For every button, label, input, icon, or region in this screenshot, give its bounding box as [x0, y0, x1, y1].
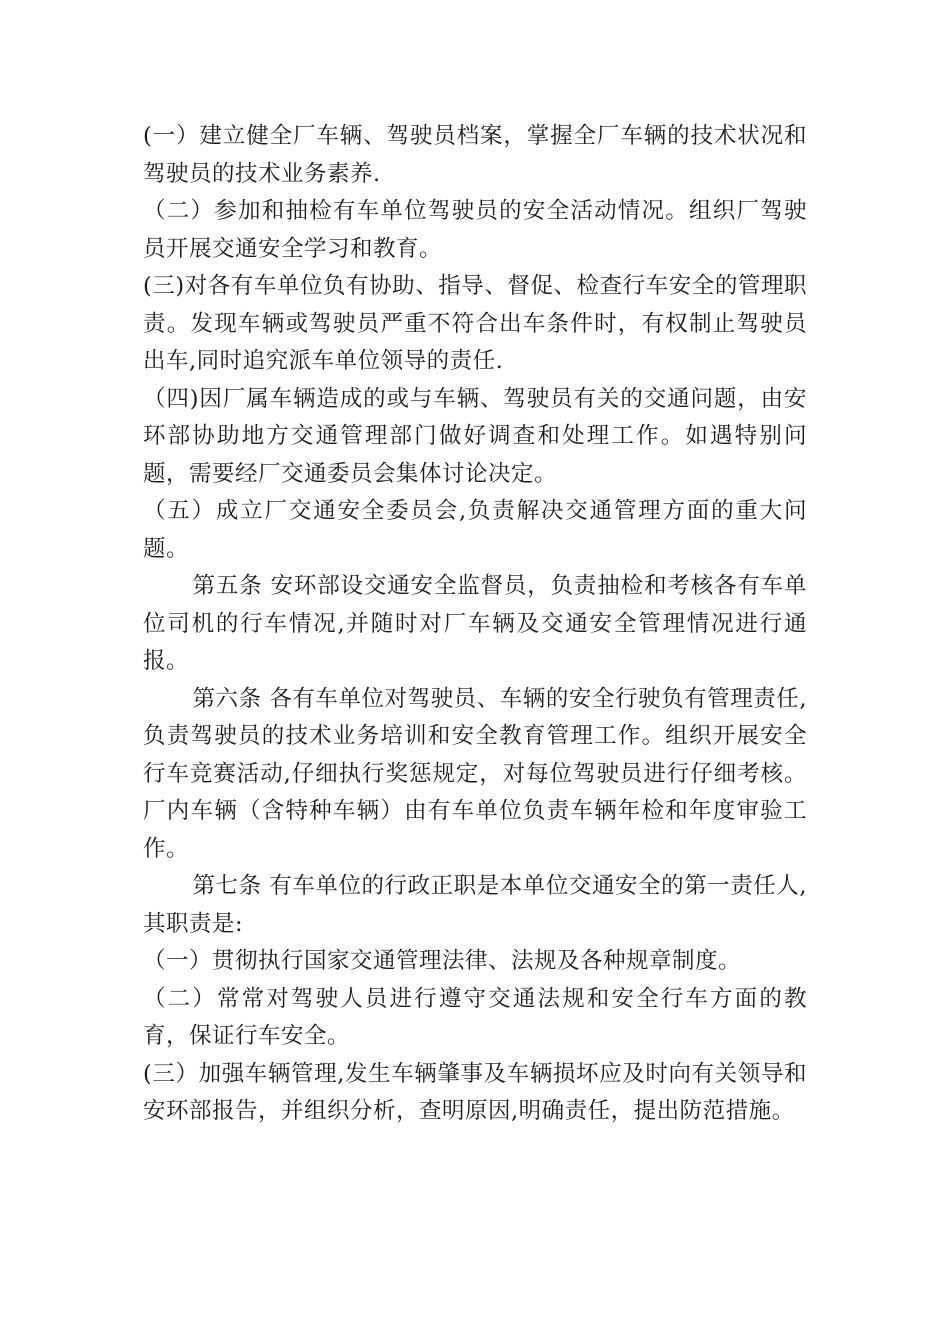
- paragraph-item-3: (三)对各有车单位负有协助、指导、督促、检查行车安全的管理职责。发现车辆或驾驶员严重不符合出车条件时，有权制止驾驶员出车,同时追究派车单位领导的责任.: [143, 273, 807, 374]
- paragraph-item-5: （五）成立厂交通安全委员会,负责解决交通管理方面的重大问题。: [143, 498, 807, 562]
- duty-item-2: （二）常常对驾驶人员进行遵守交通法规和安全行车方面的教育，保证行车安全。: [143, 985, 807, 1049]
- paragraph-item-4: （四)因厂属车辆造成的或与车辆、驾驶员有关的交通问题，由安环部协助地方交通管理部门做好调查和处理工作。如遇特别问题，需要经厂交通委员会集体讨论决定。: [143, 385, 807, 487]
- article-5-paragraph: 第五条 安环部设交通安全监督员，负责抽检和考核各有车单位司机的行车情况,并随时对厂车辆及交通安全管理情况进行通报。: [143, 573, 807, 674]
- article-7-paragraph: 第七条 有车单位的行政正职是本单位交通安全的第一责任人,其职责是:: [143, 873, 807, 937]
- duty-item-1: （一）贯彻执行国家交通管理法律、法规及各种规章制度。: [143, 948, 742, 974]
- document-body: [143, 118, 807, 1131]
- duty-item-3: (三）加强车辆管理,发生车辆肇事及车辆损坏应及时向有关领导和安环部报告，并组织分析，查明原因,明确责任，提出防范措施。: [143, 1060, 807, 1124]
- article-6-paragraph: 第六条 各有车单位对驾驶员、车辆的安全行驶负有管理责任,负责驾驶员的技术业务培训和安全教育管理工作。组织开展安全行车竞赛活动,仔细执行奖惩规定，对每位驾驶员进行仔细考核。厂内车辆（含特种车辆）由有车单位负责车辆年检和年度审验工作。: [143, 685, 807, 862]
- paragraph-item-2: （二）参加和抽检有车单位驾驶员的安全活动情况。组织厂驾驶员开展交通安全学习和教育。: [143, 198, 807, 262]
- paragraph-item-1: (一）建立健全厂车辆、驾驶员档案，掌握全厂车辆的技术状况和驾驶员的技术业务素养.: [143, 123, 807, 187]
